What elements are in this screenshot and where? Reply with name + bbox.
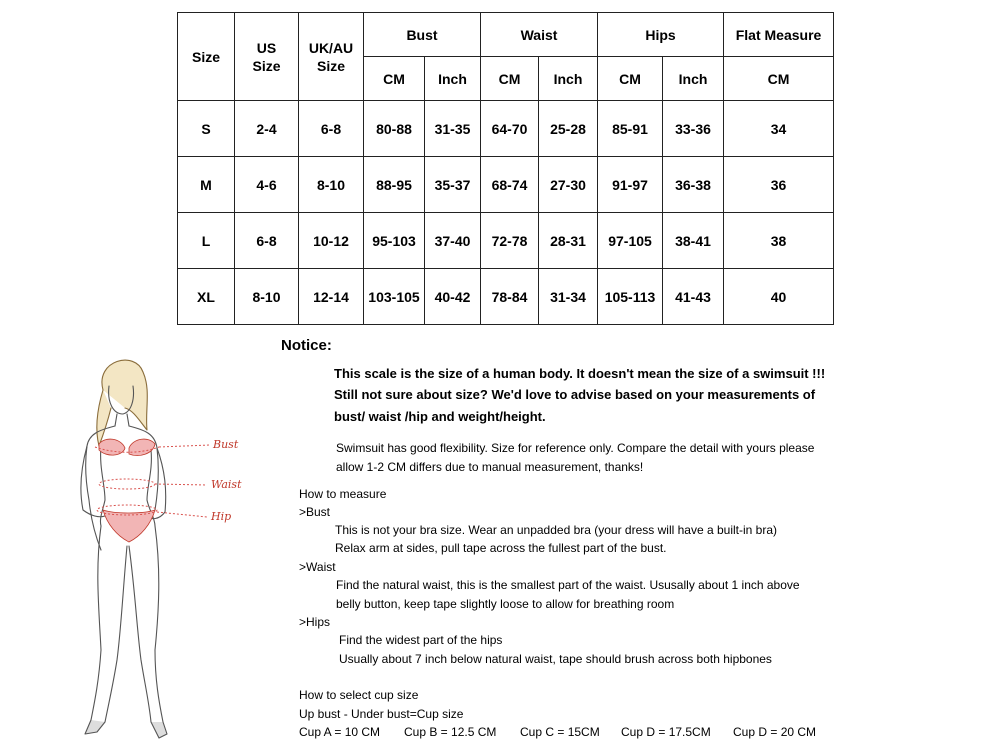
cup-size-item: Cup A = 10 CM bbox=[299, 725, 381, 739]
header-bust-cm: CM bbox=[364, 57, 425, 101]
header-bust-inch: Inch bbox=[425, 57, 481, 101]
cell-bust-inch: 35-37 bbox=[425, 157, 481, 213]
cell-hips-cm: 105-113 bbox=[598, 269, 663, 325]
hip-label: Hip bbox=[211, 510, 232, 523]
flex-note-line: allow 1-2 CM differs due to manual measurement, thanks! bbox=[336, 460, 644, 474]
header-ukau-size bbox=[299, 13, 364, 101]
waist-heading: >Waist bbox=[299, 560, 336, 574]
notice-bold-line: bust/ waist /hip and weight/height. bbox=[334, 409, 546, 424]
cell-bust-cm: 80-88 bbox=[364, 101, 425, 157]
cell-ukau: 6-8 bbox=[299, 101, 364, 157]
cup-size-formula: Up bust - Under bust=Cup size bbox=[299, 707, 464, 721]
header-us-size-line2: Size bbox=[252, 57, 281, 74]
cell-ukau: 10-12 bbox=[299, 213, 364, 269]
cell-ukau: 12-14 bbox=[299, 269, 364, 325]
notice-bold-line: This scale is the size of a human body. It doesn't mean the size of a swimsuit !!! bbox=[334, 366, 826, 381]
cell-size: M bbox=[178, 157, 235, 213]
header-us-size-line1: US bbox=[256, 39, 277, 56]
cell-us: 4-6 bbox=[235, 157, 299, 213]
bust-instruction: This is not your bra size. Wear an unpadded bra (your dress will have a built-in bra) bbox=[335, 523, 777, 537]
cell-size: L bbox=[178, 213, 235, 269]
bust-instruction: Relax arm at sides, pull tape across the fullest part of the bust. bbox=[335, 541, 667, 555]
header-flat-measure: Flat Measure bbox=[724, 13, 834, 57]
cell-waist-cm: 64-70 bbox=[481, 101, 539, 157]
table-row bbox=[178, 101, 834, 157]
cell-hips-inch: 33-36 bbox=[663, 101, 724, 157]
flex-note-line: Swimsuit has good flexibility. Size for reference only. Compare the detail with yours please bbox=[336, 441, 815, 455]
cell-waist-cm: 78-84 bbox=[481, 269, 539, 325]
cell-waist-inch: 28-31 bbox=[539, 213, 598, 269]
cell-size: S bbox=[178, 101, 235, 157]
cell-ukau: 8-10 bbox=[299, 157, 364, 213]
header-flat-cm: CM bbox=[724, 57, 834, 101]
cell-waist-inch: 31-34 bbox=[539, 269, 598, 325]
cell-bust-cm: 103-105 bbox=[364, 269, 425, 325]
cell-waist-cm: 72-78 bbox=[481, 213, 539, 269]
header-waist-cm: CM bbox=[481, 57, 539, 101]
header-ukau-size-line2: Size bbox=[316, 57, 345, 74]
bust-heading: >Bust bbox=[299, 505, 331, 519]
table-row bbox=[178, 269, 834, 325]
cell-flat-cm: 36 bbox=[724, 157, 834, 213]
header-hips-inch: Inch bbox=[663, 57, 724, 101]
cell-hips-cm: 97-105 bbox=[598, 213, 663, 269]
cell-bust-cm: 95-103 bbox=[364, 213, 425, 269]
cup-size-item: Cup D = 17.5CM bbox=[621, 725, 711, 739]
header-hips-cm: CM bbox=[598, 57, 663, 101]
cup-size-item: Cup B = 12.5 CM bbox=[404, 725, 497, 739]
cell-waist-cm: 68-74 bbox=[481, 157, 539, 213]
cell-us: 2-4 bbox=[235, 101, 299, 157]
header-waist-inch: Inch bbox=[539, 57, 598, 101]
cell-bust-inch: 31-35 bbox=[425, 101, 481, 157]
header-us-size bbox=[235, 13, 299, 101]
header-ukau-size-line1: UK/AU bbox=[308, 39, 354, 56]
cell-bust-cm: 88-95 bbox=[364, 157, 425, 213]
waist-instruction: belly button, keep tape slightly loose to allow for breathing room bbox=[336, 597, 675, 611]
hips-heading: >Hips bbox=[299, 615, 331, 629]
size-chart-table bbox=[177, 12, 834, 325]
cell-flat-cm: 34 bbox=[724, 101, 834, 157]
cell-flat-cm: 40 bbox=[724, 269, 834, 325]
cell-waist-inch: 27-30 bbox=[539, 157, 598, 213]
hips-instruction: Usually about 7 inch below natural waist, tape should brush across both hipbones bbox=[339, 652, 772, 666]
body-measurement-illustration bbox=[55, 350, 255, 740]
hips-instruction: Find the widest part of the hips bbox=[339, 633, 503, 647]
notice-title: Notice: bbox=[281, 337, 332, 354]
table-row bbox=[178, 213, 834, 269]
cell-bust-inch: 40-42 bbox=[425, 269, 481, 325]
bust-label: Bust bbox=[213, 438, 239, 451]
cell-flat-cm: 38 bbox=[724, 213, 834, 269]
waist-label: Waist bbox=[211, 478, 242, 491]
cell-size: XL bbox=[178, 269, 235, 325]
cup-size-item: Cup D = 20 CM bbox=[733, 725, 817, 739]
cell-waist-inch: 25-28 bbox=[539, 101, 598, 157]
cell-hips-cm: 91-97 bbox=[598, 157, 663, 213]
waist-instruction: Find the natural waist, this is the smallest part of the waist. Ususally about 1 inch above bbox=[336, 578, 800, 592]
header-waist: Waist bbox=[481, 13, 598, 57]
cell-bust-inch: 37-40 bbox=[425, 213, 481, 269]
cup-size-heading: How to select cup size bbox=[299, 688, 419, 702]
table-row bbox=[178, 157, 834, 213]
notice-bold-line: Still not sure about size? We'd love to advise based on your measurements of bbox=[334, 387, 816, 402]
cell-hips-inch: 41-43 bbox=[663, 269, 724, 325]
header-size: Size bbox=[178, 13, 235, 101]
cell-hips-inch: 38-41 bbox=[663, 213, 724, 269]
cell-hips-cm: 85-91 bbox=[598, 101, 663, 157]
header-hips: Hips bbox=[598, 13, 724, 57]
cup-size-item: Cup C = 15CM bbox=[520, 725, 600, 739]
how-to-measure-heading: How to measure bbox=[299, 487, 387, 501]
cell-hips-inch: 36-38 bbox=[663, 157, 724, 213]
cell-us: 6-8 bbox=[235, 213, 299, 269]
cell-us: 8-10 bbox=[235, 269, 299, 325]
header-bust: Bust bbox=[364, 13, 481, 57]
